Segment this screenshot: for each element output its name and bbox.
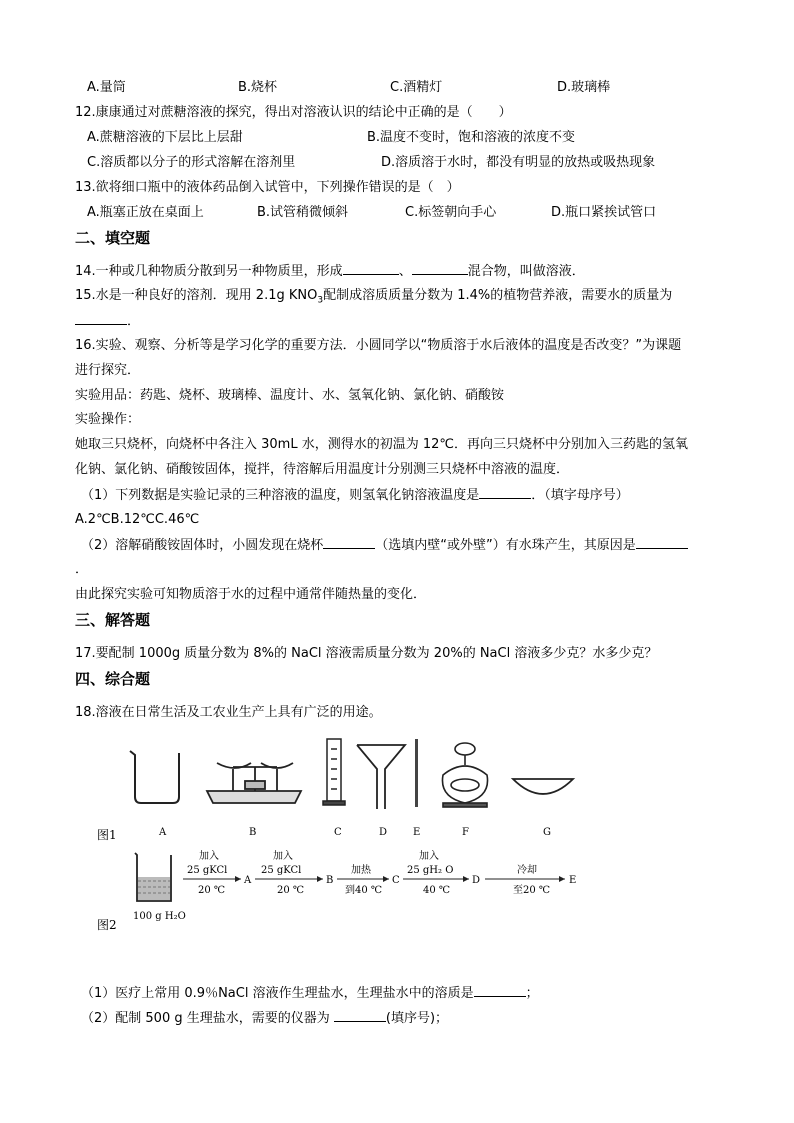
graduated-cylinder-icon xyxy=(323,739,345,805)
q11-option-a: A.量筒 xyxy=(87,80,126,95)
q16-line-1: 16.实验、观察、分析等是学习化学的重要方法．小圆同学以“物质溶于水后液体的温度是否改变？”为课题 xyxy=(75,338,682,353)
funnel-icon xyxy=(357,745,405,809)
q18-sub-1 xyxy=(81,984,539,1003)
q15-subscript: 3 xyxy=(317,295,324,306)
q16-sub-1-text: （1）下列数据是实验记录的三种溶液的温度，则氢氧化钠溶液温度是 xyxy=(81,488,480,503)
arrow-icon xyxy=(559,876,565,882)
arrow-icon xyxy=(463,876,469,882)
q15-text-1: 15.水是一种良好的溶剂．现用 2.1g KNO xyxy=(75,288,318,303)
state-e: E xyxy=(569,875,577,886)
q18-sub-2-text: （2）配制 500 g 生理盐水，需要的仪器为 xyxy=(81,1011,334,1026)
step1-label-top: 加入 xyxy=(199,851,219,862)
fig1-letter-a: A xyxy=(159,827,167,838)
q16-materials: 实验用品：药匙、烧杯、玻璃棒、温度计、水、氢氧化钠、氯化钠、硝酸铵 xyxy=(75,388,505,403)
water-beaker-icon xyxy=(135,853,171,901)
q11-option-c: C.酒精灯 xyxy=(390,80,443,95)
glass-rod-icon xyxy=(415,739,418,807)
q16-sub-2-text: （2）溶解硝酸铵固体时，小圆发现在烧杯 xyxy=(81,538,324,553)
q15-text-2: 配制成溶质质量分数为 1.4%的植物营养液，需要水的质量为 xyxy=(323,288,673,303)
step4-label-top: 加入 xyxy=(419,851,439,862)
section-heading-fill-in: 二、填空题 xyxy=(75,229,151,247)
q18-sub-1-text: （1）医疗上常用 0.9％NaCl 溶液作生理盐水，生理盐水中的溶质是 xyxy=(81,986,474,1001)
step3-temp: 到40 ℃ xyxy=(345,885,383,896)
q14-sep: 、 xyxy=(398,264,412,279)
state-c: C xyxy=(392,875,400,886)
answer-blank[interactable] xyxy=(343,262,399,275)
fig1-letter-f: F xyxy=(462,827,469,838)
q13-stem: 13.欲将细口瓶中的液体药品倒入试管中，下列操作错误的是（ ） xyxy=(75,180,460,195)
state-d: D xyxy=(472,875,481,886)
q15-answer-line xyxy=(75,312,140,331)
state-b: B xyxy=(326,875,334,886)
fig1-letter-e: E xyxy=(413,827,421,838)
fig1-letter-b: B xyxy=(249,827,257,838)
answer-blank[interactable] xyxy=(323,536,375,549)
q17: 17.要配制 1000g 质量分数为 8%的 NaCl 溶液需质量分数为 20%的 NaCl 溶液多少克？水多少克？ xyxy=(75,646,658,661)
q18-sub-2-end: (填序号)； xyxy=(385,1011,449,1026)
step2-label-reagent: 25 gKCl xyxy=(261,865,302,876)
step5-temp: 至20 ℃ xyxy=(513,885,551,896)
fig1-letter-g: G xyxy=(543,827,551,838)
q18-figures xyxy=(95,735,595,940)
q16-sub-1 xyxy=(81,486,629,505)
q14 xyxy=(75,262,585,281)
q13-option-c: C.标签朝向手心 xyxy=(405,205,497,220)
q11-option-d: D.玻璃棒 xyxy=(557,80,611,95)
step1-temp: 20 ℃ xyxy=(198,885,226,896)
q12-option-a: A.蔗糖溶液的下层比上层甜 xyxy=(87,130,243,145)
q12-option-d: D.溶质溶于水时，都没有明显的放热或吸热现象 xyxy=(381,155,656,170)
q16-conclusion: 由此探究实验可知物质溶于水的过程中通常伴随热量的变化． xyxy=(75,587,427,602)
arrow-icon xyxy=(235,876,241,882)
q16-choices: A.2℃B.12℃C.46℃ xyxy=(75,512,200,527)
q16-operations-label: 实验操作： xyxy=(75,412,141,427)
step4-temp: 40 ℃ xyxy=(423,885,451,896)
alcohol-lamp-icon xyxy=(442,743,487,807)
section-heading-comprehensive: 四、综合题 xyxy=(75,670,151,688)
step1-label-reagent: 25 gKCl xyxy=(187,865,228,876)
step2-temp: 20 ℃ xyxy=(277,885,305,896)
q12-option-b: B.温度不变时，饱和溶液的浓度不变 xyxy=(367,130,576,145)
section-heading-answer: 三、解答题 xyxy=(75,611,151,629)
q16-operations-1: 她取三只烧杯，向烧杯中各注入 30mL 水，测得水的初温为 12℃．再向三只烧杯中分别加入三药匙的氢氧 xyxy=(75,437,688,452)
answer-blank[interactable] xyxy=(75,312,127,325)
arrow-icon xyxy=(383,876,389,882)
state-a: A xyxy=(244,875,252,886)
beaker-icon xyxy=(130,751,179,803)
q16-period: ． xyxy=(75,562,89,577)
q13-option-d: D.瓶口紧挨试管口 xyxy=(551,205,657,220)
q14-text-1: 14.一种或几种物质分散到另一种物质里，形成 xyxy=(75,264,343,279)
q18-sub-1-end: ； xyxy=(525,986,539,1001)
answer-blank[interactable] xyxy=(474,984,526,997)
answer-blank[interactable] xyxy=(334,1009,386,1022)
answer-blank[interactable] xyxy=(636,536,688,549)
step3-label: 加热 xyxy=(351,865,371,876)
step4-label-reagent: 25 gH₂ O xyxy=(407,865,454,876)
q11-option-b: B.烧杯 xyxy=(238,80,278,95)
q14-text-2: 混合物，叫做溶液． xyxy=(467,264,585,279)
fig1-letter-d: D xyxy=(379,827,388,838)
q18-sub-2 xyxy=(81,1009,448,1028)
q13-option-a: A.瓶塞正放在桌面上 xyxy=(87,205,204,220)
q12-stem: 12.康康通过对蔗糖溶液的探究，得出对溶液认识的结论中正确的是（ ） xyxy=(75,105,512,120)
arrow-icon xyxy=(317,876,323,882)
answer-blank[interactable] xyxy=(412,262,468,275)
water-amount: 100 g H₂O xyxy=(133,911,186,922)
q16-sub-2 xyxy=(81,536,688,555)
fig1-letter-c: C xyxy=(334,827,342,838)
q16-operations-2: 化钠、氯化钠、硝酸铵固体，搅拌，待溶解后用温度计分别测三只烧杯中溶液的温度． xyxy=(75,462,570,477)
balance-icon xyxy=(207,763,301,803)
q18-stem: 18.溶液在日常生活及工农业生产上具有广泛的用途。 xyxy=(75,705,382,720)
step5-label: 冷却 xyxy=(517,865,537,876)
q15-end: ． xyxy=(127,314,141,329)
fig1-label: 图1 xyxy=(97,828,117,842)
q16-line-2: 进行探究． xyxy=(75,363,141,378)
fig2-label: 图2 xyxy=(97,918,117,932)
q15 xyxy=(75,287,672,310)
evaporating-dish-icon xyxy=(513,779,573,794)
q12-option-c: C.溶质都以分子的形式溶解在溶剂里 xyxy=(87,155,296,170)
apparatus-figure xyxy=(95,735,595,940)
q13-option-b: B.试管稍微倾斜 xyxy=(257,205,349,220)
answer-blank[interactable] xyxy=(479,486,531,499)
q16-sub-1-end: ．（填字母序号） xyxy=(531,488,629,503)
step2-label-top: 加入 xyxy=(273,851,293,862)
q16-sub-2-mid: （选填内壁“或外壁”）有水珠产生，其原因是 xyxy=(375,538,636,553)
